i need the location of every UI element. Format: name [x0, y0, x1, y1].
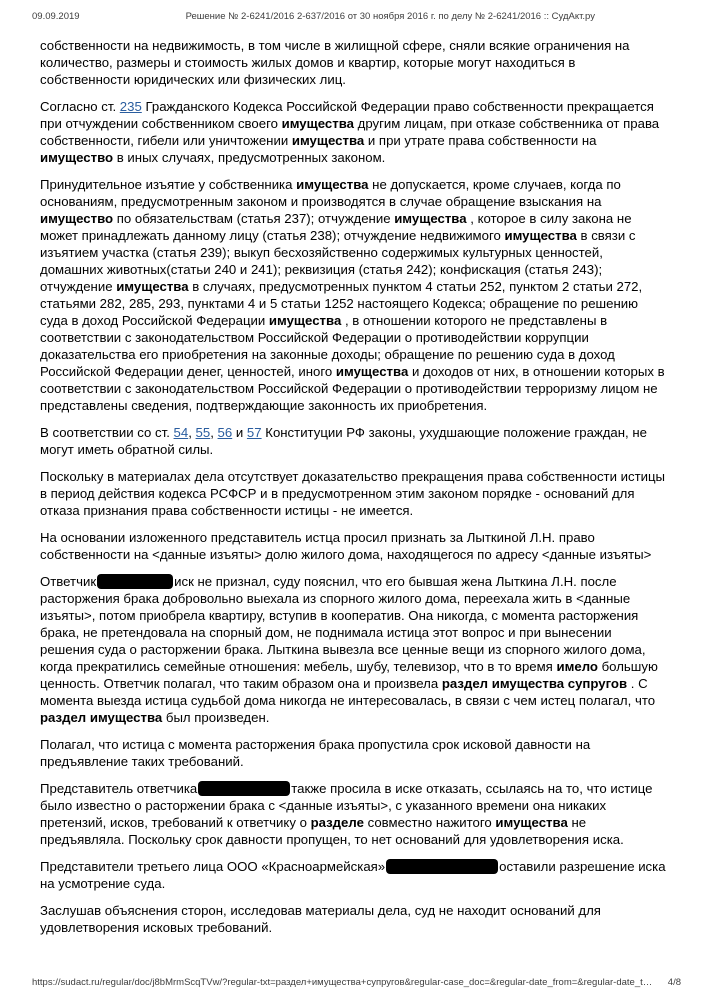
- highlighted-term: имущества: [116, 279, 189, 294]
- text-run: Ответчик: [40, 574, 97, 589]
- page-indicator: 4/8: [667, 977, 681, 988]
- article-link[interactable]: 55: [195, 425, 211, 440]
- text-run: совместно нажитого: [363, 815, 496, 830]
- paragraph: [40, 780, 668, 848]
- highlighted-term: имущества: [504, 228, 577, 243]
- text-run: Гражданского Кодекса Российской Федерации право собственности прекращается при отчуждении собственником своего: [40, 99, 654, 131]
- paragraph: [40, 858, 668, 892]
- text-run: оставили разрешение иска на усмотрение суда.: [40, 859, 666, 891]
- text-run: Представители третьего лица ООО «Красноармейская»: [40, 859, 386, 874]
- text-run: иск не признал, суду пояснил, что его бывшая жена Лыткина Л.Н. после расторжения брака добровольно выехала из спорного жилого дома, переехала жить в <данные изъяты>, потом приобрела квартиру, вступив в кооператив. Она никогда, с момента расторжения брака, не претендовала на спорный дом, не поднимала истица этот вопрос и при вынесении решения суда о расторжении брака. Лыткина вывезла все ценные вещи из спорного жилого дома, когда прекратились семейные отношения: мебель, шубу, телевизор, что в то время: [40, 574, 646, 674]
- highlighted-term: имущества: [296, 177, 369, 192]
- paragraph: [40, 573, 668, 726]
- paragraph: [40, 176, 668, 414]
- redaction-box: [386, 859, 498, 874]
- text-run: по обязательствам (статья 237); отчуждение: [113, 211, 395, 226]
- print-date: 09.09.2019: [32, 11, 80, 22]
- highlighted-term: разделе: [310, 815, 364, 830]
- highlighted-term: имущества: [291, 133, 365, 148]
- text-run: большую ценность. Ответчик полагал, что таким образом она и произвела: [40, 659, 658, 691]
- text-run: в связи с изъятием участка (статья 239); выкуп бесхозяйственно содержимых культурных ценностей, домашних животных(статьи 240 и 241); реквизиция (статья 242); конфискация (статья 243); отчуждение: [40, 228, 636, 294]
- paragraph: [40, 424, 668, 458]
- text-run: и доходов от них, в отношении которых в соответствии с законодательством Российской Федерации о противодействии терроризму лицом не представлены сведения, подтверждающие законность их приобретения.: [40, 364, 665, 413]
- paragraph: [40, 736, 668, 770]
- text-run: Принудительное изъятие у собственника: [40, 177, 297, 192]
- redaction-box: [97, 574, 173, 589]
- text-run: Представитель ответчика: [40, 781, 198, 796]
- article-link[interactable]: 57: [246, 425, 262, 440]
- paragraph: [40, 902, 668, 936]
- text-run: и: [232, 425, 247, 440]
- text-run: , в отношении которого не представлены в соответствии с законодательством Российской Федерации о противодействии коррупции доказательства его приобретения на законные доходы; обращение по решению суда в доход Российской Федерации денег, ценностей, иного: [40, 313, 615, 379]
- highlighted-term: имело: [556, 659, 598, 674]
- highlighted-term: имущество: [40, 211, 114, 226]
- print-footer: [32, 977, 681, 988]
- redaction-box: [198, 781, 290, 796]
- text-run: Поскольку в материалах дела отсутствует доказательство прекращения права собственности истицы в период действия кодекса РСФСР и в предусмотренном этим законом порядке - оснований для отказа признания права собственности истицы - не имеется.: [40, 469, 666, 518]
- text-run: В соответствии со ст.: [40, 425, 174, 440]
- text-run: Полагал, что истица с момента расторжения брака пропустила срок исковой давности на предъявление таких требований.: [40, 737, 591, 769]
- highlighted-term: имущества: [495, 815, 568, 830]
- highlighted-term: имущества: [268, 313, 342, 328]
- paragraph: [40, 529, 668, 563]
- text-run: , которое в силу закона не может принадлежать данному лицу (статья 238); отчуждение недвижимого: [40, 211, 632, 243]
- text-run: ,: [210, 425, 218, 440]
- text-run: собственности на недвижимость, в том числе в жилищной сфере, сняли всякие ограничения на количество, размеры и стоимость жилых домов и квартир, которые могут находиться в собственности юридических или физических лиц.: [40, 38, 630, 87]
- highlighted-term: раздел имущества супругов: [441, 676, 628, 691]
- highlighted-term: раздел имущества: [40, 710, 163, 725]
- text-run: На основании изложенного представитель истца просил признать за Лыткиной Л.Н. право собственности на <данные изъяты> долю жилого дома, находящегося по адресу <данные изъяты>: [40, 530, 652, 562]
- highlighted-term: имущества: [281, 116, 354, 131]
- text-run: другим лицам, при отказе собственника от права собственности, гибели или уничтожении: [40, 116, 660, 148]
- highlighted-term: имущество: [40, 150, 114, 165]
- document-body: [40, 37, 668, 946]
- print-header: [32, 11, 681, 22]
- text-run: ,: [188, 425, 196, 440]
- text-run: не допускается, кроме случаев, когда по основаниям, предусмотренным законом и производятся в случае обращение взыскания на: [40, 177, 621, 209]
- text-run: в иных случаях, предусмотренных законом.: [113, 150, 386, 165]
- text-run: не предъявляла. Поскольку срок давности пропущен, то нет оснований для удовлетворения иска.: [40, 815, 624, 847]
- source-url: https://sudact.ru/regular/doc/j8bMrmScqTVw/?regular-txt=раздел+имущества+супругов&regular-case_doc=&regular-date_from=&regular-date_t…: [32, 977, 653, 988]
- article-link[interactable]: 56: [217, 425, 233, 440]
- text-run: и при утрате права собственности на: [364, 133, 597, 148]
- text-run: также просила в иске отказать, ссылаясь на то, что истице было известно о расторжении брака с <данные изъяты>, с указанного времени она никаких претензий, исков, требований к ответчику о: [40, 781, 653, 830]
- text-run: был произведен.: [162, 710, 270, 725]
- text-run: . С момента выезда истица судьбой дома никогда не интересовалась, в связи с чем истец полагал, что: [40, 676, 656, 708]
- highlighted-term: имущества: [394, 211, 467, 226]
- text-run: Согласно ст.: [40, 99, 120, 114]
- text-run: Заслушав объяснения сторон, исследовав материалы дела, суд не находит оснований для удовлетворения исковых требований.: [40, 903, 601, 935]
- paragraph: [40, 37, 668, 88]
- paragraph: [40, 468, 668, 519]
- highlighted-term: имущества: [335, 364, 409, 379]
- page-title: Решение № 2-6241/2016 2-637/2016 от 30 ноября 2016 г. по делу № 2-6241/2016 :: СудАкт.ру: [185, 11, 595, 22]
- text-run: в случаях, предусмотренных пунктом 4 статьи 252, пунктом 2 статьи 272, статьями 282, 285, 293, пунктами 4 и 5 статьи 1252 настоящего Кодекса; обращение по решению суда в доход Российской Федерации: [40, 279, 643, 328]
- article-link[interactable]: 235: [119, 99, 142, 114]
- text-run: Конституции РФ законы, ухудшающие положение граждан, не могут иметь обратной силы.: [40, 425, 647, 457]
- paragraph: [40, 98, 668, 166]
- article-link[interactable]: 54: [173, 425, 189, 440]
